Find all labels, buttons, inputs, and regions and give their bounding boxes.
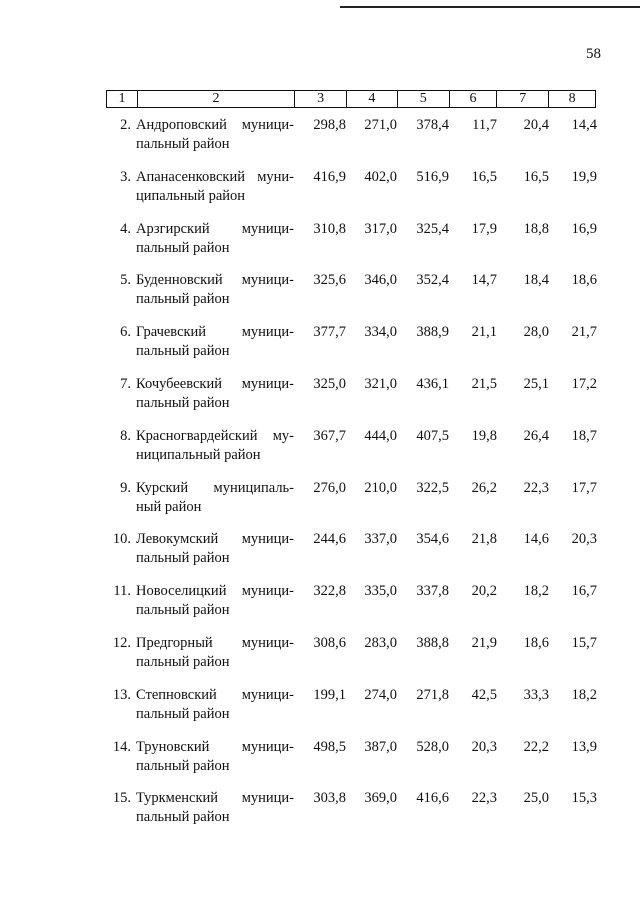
row-number: 13.: [112, 686, 131, 703]
district-name: [136, 582, 294, 620]
row-number: 7.: [120, 375, 131, 392]
district-name-word: Красногвардейский: [136, 427, 258, 444]
value-col-4: 317,0: [364, 220, 397, 237]
value-col-3: 377,7: [313, 324, 346, 341]
value-col-4: 271,0: [364, 117, 397, 133]
value-col-7: 16,5: [523, 168, 549, 185]
value-col-5: 352,4: [416, 272, 449, 289]
district-name-word: Туркменский: [136, 790, 219, 807]
header-cell-7: 7: [496, 91, 548, 107]
value-col-4: 402,0: [364, 168, 397, 185]
value-col-7: 26,4: [523, 427, 549, 444]
value-col-5: 325,4: [416, 220, 449, 237]
district-name-word: Труновский: [136, 738, 210, 755]
district-name-word: муници-: [241, 583, 294, 600]
value-col-6: 16,5: [471, 168, 497, 185]
value-col-3: 244,6: [313, 531, 346, 548]
district-name-word: Арзгирский: [136, 220, 210, 237]
district-name: [136, 116, 294, 154]
value-col-6: 21,8: [471, 531, 497, 548]
value-col-6: 42,5: [471, 686, 497, 703]
district-name-word: муници-: [241, 324, 294, 341]
value-col-5: 436,1: [416, 375, 449, 392]
value-col-4: 210,0: [364, 479, 397, 496]
value-col-7: 18,6: [523, 634, 549, 651]
district-name-line2: пальный район: [136, 343, 230, 360]
value-col-5: 388,8: [416, 634, 449, 651]
district-name: [136, 427, 294, 465]
value-col-4: 334,0: [364, 324, 397, 341]
value-col-5: 407,5: [416, 427, 449, 444]
district-name: [136, 271, 294, 309]
value-col-6: 17,9: [471, 220, 497, 237]
district-name-word: Апанасенковский: [136, 168, 245, 185]
value-col-7: 18,8: [523, 220, 549, 237]
value-col-6: 22,3: [471, 790, 497, 807]
table-row: [0, 479, 640, 531]
value-col-7: 20,4: [523, 117, 549, 133]
value-col-7: 22,3: [523, 479, 549, 496]
district-name-line2: ниципальный район: [136, 446, 261, 463]
district-name-word: муни-: [257, 168, 294, 185]
value-col-4: 337,0: [364, 531, 397, 548]
district-name-line2: ципальный район: [136, 187, 246, 204]
value-col-6: 26,2: [471, 479, 497, 496]
district-name-word: муници-: [241, 686, 294, 703]
table-row: [0, 427, 640, 479]
value-col-3: 303,8: [313, 790, 346, 807]
value-col-7: 25,0: [523, 790, 549, 807]
header-cell-6: 6: [449, 91, 497, 107]
district-name-line2: пальный район: [136, 757, 230, 774]
value-col-8: 18,6: [571, 272, 597, 289]
value-col-3: 325,0: [313, 375, 346, 392]
district-name-line2: пальный район: [136, 136, 230, 152]
table-row: [0, 375, 640, 427]
value-col-3: 367,7: [313, 427, 346, 444]
value-col-7: 28,0: [523, 324, 549, 341]
header-cell-8: 8: [548, 91, 595, 107]
value-col-4: 335,0: [364, 583, 397, 600]
table-row: [0, 634, 640, 686]
value-col-3: 276,0: [313, 479, 346, 496]
value-col-3: 498,5: [313, 738, 346, 755]
table-body: [0, 116, 640, 841]
row-number: 15.: [112, 790, 131, 807]
table-row: [0, 116, 640, 168]
value-col-7: 18,2: [523, 583, 549, 600]
value-col-3: 199,1: [313, 686, 346, 703]
header-cell-2: 2: [137, 91, 294, 107]
district-name-word: Грачевский: [136, 324, 207, 341]
value-col-8: 13,9: [571, 738, 597, 755]
district-name: [136, 686, 294, 724]
value-col-8: 15,7: [571, 634, 597, 651]
value-col-6: 21,9: [471, 634, 497, 651]
district-name-line2: пальный район: [136, 239, 230, 256]
value-col-6: 20,3: [471, 738, 497, 755]
value-col-3: 325,6: [313, 272, 346, 289]
value-col-5: 354,6: [416, 531, 449, 548]
value-col-5: 271,8: [416, 686, 449, 703]
district-name-word: Андроповский: [136, 117, 227, 133]
district-name-line2: ный район: [136, 498, 202, 515]
row-number: 9.: [120, 479, 131, 496]
page-number: 58: [586, 46, 601, 62]
value-col-5: 388,9: [416, 324, 449, 341]
value-col-7: 22,2: [523, 738, 549, 755]
value-col-4: 387,0: [364, 738, 397, 755]
district-name: [136, 789, 294, 827]
value-col-7: 25,1: [523, 375, 549, 392]
district-name-line2: пальный район: [136, 550, 230, 567]
header-cell-3: 3: [294, 91, 346, 107]
value-col-5: 516,9: [416, 168, 449, 185]
top-rule: [340, 6, 640, 8]
value-col-8: 14,4: [571, 117, 597, 133]
table-row: [0, 271, 640, 323]
table-row: [0, 168, 640, 220]
value-col-4: 369,0: [364, 790, 397, 807]
value-col-6: 20,2: [471, 583, 497, 600]
value-col-6: 11,7: [472, 117, 497, 133]
table-row: [0, 323, 640, 375]
value-col-8: 18,7: [571, 427, 597, 444]
row-number: 11.: [113, 583, 131, 600]
value-col-6: 14,7: [471, 272, 497, 289]
district-name-word: Новоселицкий: [136, 583, 227, 600]
table-row: [0, 582, 640, 634]
district-name: [136, 323, 294, 361]
value-col-8: 20,3: [571, 531, 597, 548]
header-cell-1: 1: [118, 91, 126, 106]
district-name: [136, 634, 294, 672]
value-col-6: 19,8: [471, 427, 497, 444]
district-name: [136, 530, 294, 568]
district-name-line2: пальный район: [136, 705, 230, 722]
district-name: [136, 479, 294, 517]
table-row: [0, 530, 640, 582]
value-col-8: 16,9: [571, 220, 597, 237]
table-header: [106, 90, 596, 108]
district-name-word: Кочубеевский: [136, 375, 222, 392]
district-name-word: Предгорный: [136, 634, 213, 651]
value-col-8: 17,7: [571, 479, 597, 496]
row-number: 5.: [120, 272, 131, 289]
district-name-word: муници-: [241, 272, 294, 289]
table-row: [0, 738, 640, 790]
value-col-5: 378,4: [416, 117, 449, 133]
district-name-line2: пальный район: [136, 602, 230, 619]
district-name-word: му-: [272, 427, 294, 444]
row-number: 4.: [120, 220, 131, 237]
table-row: [0, 220, 640, 272]
value-col-3: 322,8: [313, 583, 346, 600]
value-col-8: 19,9: [571, 168, 597, 185]
value-col-8: 15,3: [571, 790, 597, 807]
district-name-word: муници-: [241, 531, 294, 548]
value-col-8: 16,7: [571, 583, 597, 600]
value-col-4: 283,0: [364, 634, 397, 651]
value-col-6: 21,1: [471, 324, 497, 341]
row-number: 3.: [120, 168, 131, 185]
district-name-line2: пальный район: [136, 653, 230, 670]
value-col-3: 416,9: [313, 168, 346, 185]
district-name-line2: пальный район: [136, 291, 230, 308]
district-name-word: муници-: [241, 738, 294, 755]
district-name-word: муници-: [241, 375, 294, 392]
district-name-word: муници-: [241, 220, 294, 237]
header-cell-4: 4: [346, 91, 397, 107]
value-col-8: 21,7: [571, 324, 597, 341]
district-name-word: муниципаль-: [213, 479, 294, 496]
value-col-8: 17,2: [571, 375, 597, 392]
value-col-3: 298,8: [313, 117, 346, 133]
value-col-7: 18,4: [523, 272, 549, 289]
value-col-7: 14,6: [523, 531, 549, 548]
district-name-line2: пальный район: [136, 809, 230, 826]
district-name-line2: пальный район: [136, 394, 230, 411]
table-row: [0, 686, 640, 738]
value-col-4: 274,0: [364, 686, 397, 703]
value-col-6: 21,5: [471, 375, 497, 392]
value-col-4: 321,0: [364, 375, 397, 392]
value-col-5: 322,5: [416, 479, 449, 496]
row-number: 8.: [120, 427, 131, 444]
value-col-3: 308,6: [313, 634, 346, 651]
value-col-3: 310,8: [313, 220, 346, 237]
value-col-8: 18,2: [571, 686, 597, 703]
district-name: [136, 168, 294, 206]
district-name-word: Левокумский: [136, 531, 219, 548]
row-number: 12.: [112, 634, 131, 651]
district-name-word: муници-: [241, 790, 294, 807]
district-name-word: муници-: [241, 117, 294, 133]
district-name: [136, 220, 294, 258]
district-name: [136, 375, 294, 413]
district-name: [136, 738, 294, 776]
row-number: 6.: [120, 324, 131, 341]
row-number: 2.: [120, 117, 131, 133]
value-col-5: 416,6: [416, 790, 449, 807]
district-name-word: Буденновский: [136, 272, 223, 289]
table-row: [0, 789, 640, 841]
row-number: 10.: [112, 531, 131, 548]
district-name-word: муници-: [241, 634, 294, 651]
value-col-5: 337,8: [416, 583, 449, 600]
header-cell-5: 5: [397, 91, 449, 107]
value-col-4: 444,0: [364, 427, 397, 444]
value-col-4: 346,0: [364, 272, 397, 289]
value-col-5: 528,0: [416, 738, 449, 755]
district-name-word: Степновский: [136, 686, 217, 703]
district-name-word: Курский: [136, 479, 189, 496]
value-col-7: 33,3: [523, 686, 549, 703]
row-number: 14.: [112, 738, 131, 755]
